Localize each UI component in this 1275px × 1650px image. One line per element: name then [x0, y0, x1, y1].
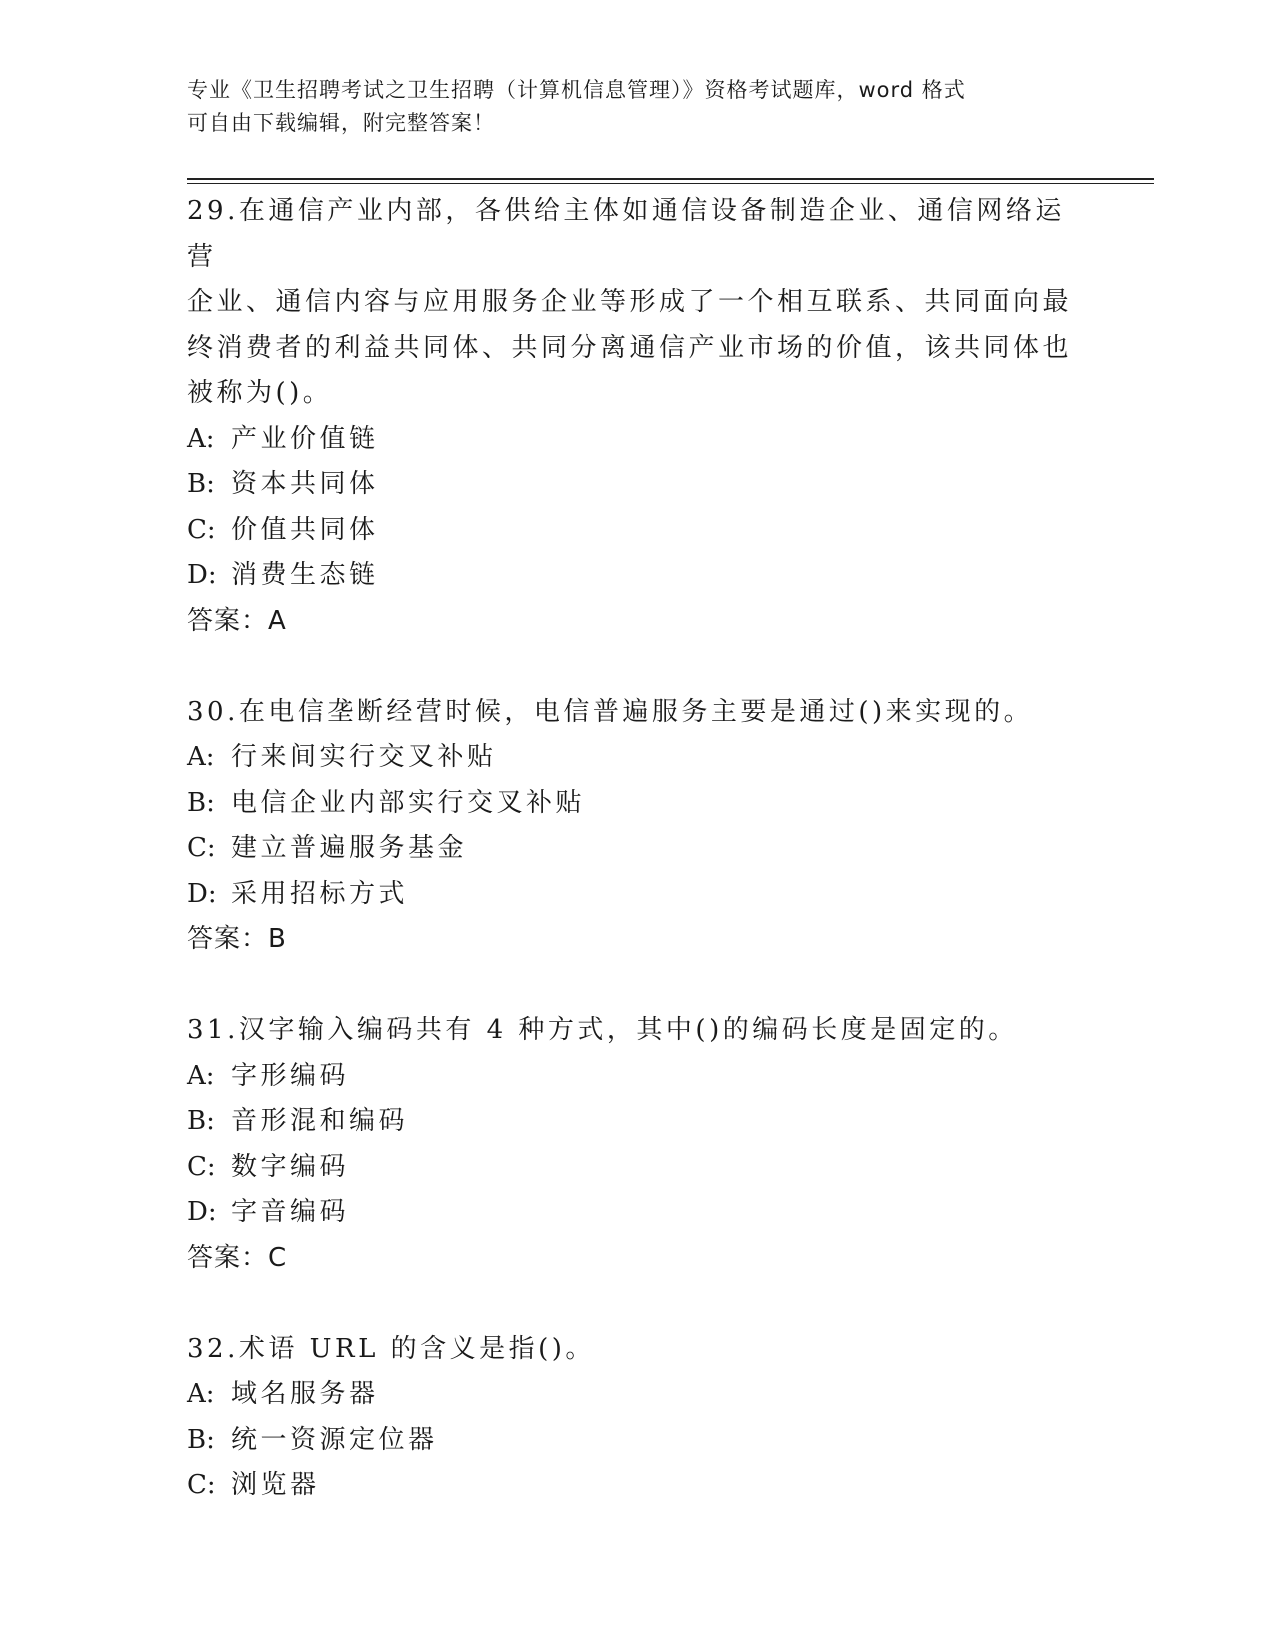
answer-line: 答案：B	[187, 924, 287, 954]
option-label: A:	[187, 1060, 215, 1091]
option-text: 浏览器	[231, 1470, 320, 1500]
stem-line: 被称为()。	[187, 378, 333, 408]
option-text: 产业价值链	[231, 423, 379, 454]
option-d	[187, 1190, 1087, 1236]
question-30	[187, 690, 1087, 963]
stem-line: 29.在通信产业内部，各供给主体如通信设备制造企业、通信网络运营	[187, 196, 1065, 272]
option-b	[187, 1099, 1087, 1145]
option-a	[187, 417, 1087, 463]
option-label: B:	[187, 787, 215, 818]
option-b	[187, 462, 1087, 508]
header-divider-thick	[187, 178, 1154, 180]
option-label: C:	[187, 1470, 216, 1500]
option-text: 数字编码	[231, 1151, 350, 1182]
answer-line: 答案：A	[187, 605, 287, 636]
option-a	[187, 1372, 1087, 1418]
option-text: 采用招标方式	[231, 878, 409, 909]
option-label: C:	[187, 1151, 216, 1182]
option-a	[187, 1054, 1087, 1100]
answer-line: 答案：C	[187, 1242, 288, 1273]
option-b	[187, 1418, 1087, 1464]
option-label: B:	[187, 1424, 215, 1455]
option-text: 统一资源定位器	[231, 1424, 438, 1455]
option-text: 价值共同体	[231, 514, 379, 545]
document-header	[187, 74, 1087, 140]
option-text: 字音编码	[231, 1197, 350, 1227]
option-c	[187, 508, 1087, 554]
question-32	[187, 1327, 1087, 1509]
stem-line: 30.在电信垄断经营时候，电信普遍服务主要是通过()来实现的。	[187, 696, 1034, 727]
option-text: 建立普遍服务基金	[231, 833, 468, 863]
option-d	[187, 553, 1087, 599]
option-text: 字形编码	[231, 1060, 350, 1091]
option-label: A:	[187, 423, 215, 454]
option-text: 电信企业内部实行交叉补贴	[231, 787, 586, 818]
question-stem	[187, 1008, 1087, 1054]
option-a	[187, 735, 1087, 781]
option-label: D:	[187, 878, 217, 909]
option-text: 资本共同体	[231, 469, 379, 499]
option-label: C:	[187, 833, 216, 863]
option-c	[187, 1145, 1087, 1191]
question-list	[187, 189, 1087, 1509]
option-c	[187, 1463, 1087, 1509]
option-label: D:	[187, 560, 217, 590]
stem-line: 终消费者的利益共同体、共同分离通信产业市场的价值，该共同体也	[187, 332, 1073, 363]
question-31	[187, 1008, 1087, 1281]
option-b	[187, 781, 1087, 827]
question-stem	[187, 189, 1087, 417]
header-divider-thin	[187, 183, 1154, 184]
option-label: D:	[187, 1197, 217, 1227]
question-stem	[187, 1327, 1087, 1373]
stem-line: 32.术语 URL 的含义是指()。	[187, 1333, 595, 1364]
question-spacer	[187, 644, 1087, 690]
option-label: A:	[187, 1379, 215, 1409]
question-29	[187, 189, 1087, 644]
option-text: 域名服务器	[231, 1379, 379, 1409]
option-label: A:	[187, 742, 215, 772]
option-c	[187, 826, 1087, 872]
option-text: 行来间实行交叉补贴	[231, 742, 497, 772]
question-stem	[187, 690, 1087, 736]
header-line-1: 专业《卫生招聘考试之卫生招聘（计算机信息管理）》资格考试题库，word 格式	[187, 78, 966, 102]
option-label: B:	[187, 469, 215, 499]
stem-line: 31.汉字输入编码共有 4 种方式，其中()的编码长度是固定的。	[187, 1015, 1018, 1045]
option-text: 音形混和编码	[231, 1106, 409, 1136]
header-line-2: 可自由下载编辑，附完整答案！	[187, 111, 495, 135]
stem-line: 企业、通信内容与应用服务企业等形成了一个相互联系、共同面向最	[187, 287, 1073, 317]
option-d	[187, 872, 1087, 918]
option-label: C:	[187, 514, 216, 545]
option-text: 消费生态链	[231, 560, 379, 590]
option-label: B:	[187, 1106, 215, 1136]
question-spacer	[187, 963, 1087, 1009]
question-spacer	[187, 1281, 1087, 1327]
